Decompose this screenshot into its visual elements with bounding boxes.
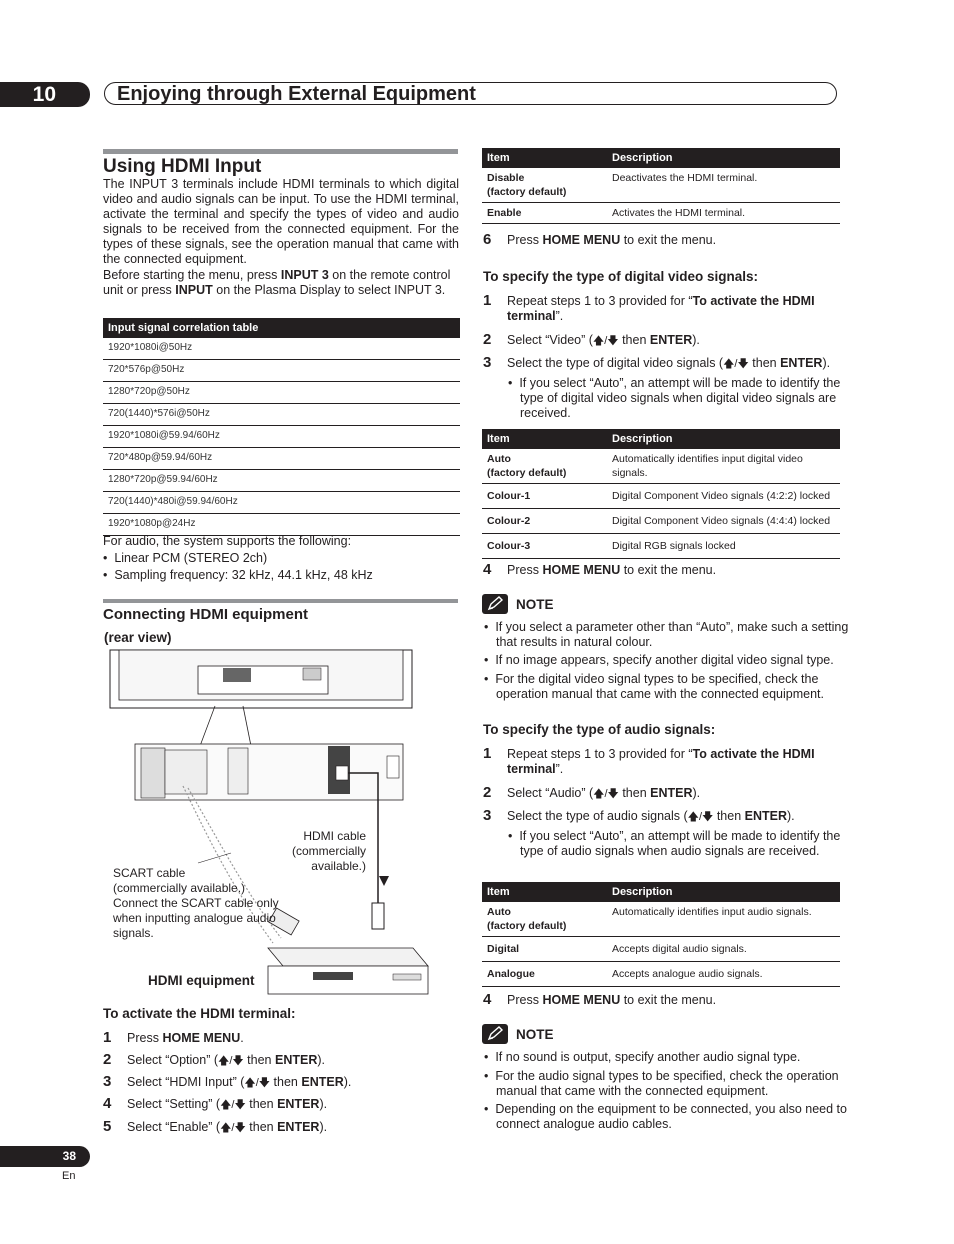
- note-bullet: • For the digital video signal types to be specified, check the operation manual that came with the connected equipment.: [484, 672, 824, 701]
- video-step-1: 1 Repeat steps 1 to 3 provided for “To activate the HDMI terminal”.: [483, 292, 815, 323]
- language-label: En: [62, 1170, 76, 1182]
- rear-view-label: (rear view): [104, 630, 172, 645]
- table-row: 720*576p@50Hz: [103, 360, 460, 382]
- table-row: Colour-1 Digital Component Video signals (4:2:2) locked: [482, 484, 840, 509]
- table-row: Analogue Accepts analogue audio signals.: [482, 962, 840, 987]
- table-header: Input signal correlation table: [103, 318, 460, 338]
- up-down-arrow-icon: 🡅/🡇: [687, 811, 714, 823]
- note-bullet: • For the audio signal types to be specified, check the operation manual that came with the connected equipment.: [484, 1069, 839, 1098]
- up-down-arrow-icon: 🡅/🡇: [592, 335, 619, 347]
- input-signal-table: [103, 318, 460, 536]
- table-row: 720(1440)*480i@59.94/60Hz: [103, 492, 460, 514]
- up-down-arrow-icon: 🡅/🡇: [723, 358, 749, 370]
- section-rule: [103, 599, 458, 603]
- activate-title: To activate the HDMI terminal:: [103, 1006, 296, 1021]
- table-row: 1920*1080i@59.94/60Hz: [103, 426, 460, 448]
- table-row: Auto (factory default) Automatically identifies input audio signals.: [482, 902, 840, 937]
- table-row: 720*480p@59.94/60Hz: [103, 448, 460, 470]
- note-bullet: • If you select a parameter other than “Auto”, make such a setting that results in natural colour.: [484, 620, 849, 649]
- table-row: 1920*1080i@50Hz: [103, 338, 460, 360]
- step-6: 6 Press HOME MENU to exit the menu.: [483, 231, 717, 248]
- note-pencil-icon: [482, 594, 508, 614]
- audio-bullet: • If you select “Auto”, an attempt will be made to identify the type of audio signals when audio signals are received.: [508, 829, 841, 858]
- page-number: 38: [62, 1149, 76, 1163]
- up-down-arrow-icon: 🡅/🡇: [593, 788, 619, 800]
- page-number-tab: [0, 1146, 90, 1167]
- video-step-3: 3 Select the type of digital video signals (🡅/🡇 then ENTER).: [483, 354, 831, 371]
- audio-signal-table: Item Description Auto (factory default) Automatically identifies input audio signals. Digital Accepts digital audio signals. Analogue Accepts analogue audio signals.: [482, 882, 840, 987]
- table-row: Enable Activates the HDMI terminal.: [482, 203, 840, 224]
- connecting-title: Connecting HDMI equipment: [103, 606, 308, 623]
- up-down-arrow-icon: 🡅/🡇: [244, 1077, 271, 1089]
- audio-bullet: • Linear PCM (STEREO 2ch): [103, 551, 268, 565]
- table-row: 1920*1080p@24Hz: [103, 514, 460, 536]
- audio-step-2: 2 Select “Audio” (🡅/🡇 then ENTER).: [483, 784, 701, 801]
- before-start-paragraph: Before starting the menu, press INPUT 3 on the remote control unit or press INPUT on the Plasma Display to select INPUT 3.: [103, 268, 451, 297]
- up-down-arrow-icon: 🡅/🡇: [218, 1055, 244, 1067]
- note-bullet: • If no image appears, specify another digital video signal type.: [484, 653, 834, 667]
- audio-title: To specify the type of audio signals:: [483, 722, 716, 737]
- intro-paragraph: The INPUT 3 terminals include HDMI terminals to which digital video and audio signals can be input. To use the HDMI terminal, activate the terminal and specify the types of video and audio signals to be received from the connected equipment. For the types of these signals, see the operation manual that came with the connected equipment.: [103, 177, 459, 266]
- note-title: NOTE: [516, 597, 554, 612]
- note-bullet: • If no sound is output, specify another audio signal type.: [484, 1050, 801, 1064]
- table-row: Disable (factory default) Deactivates the HDMI terminal.: [482, 168, 840, 203]
- table-row: Digital Accepts digital audio signals.: [482, 937, 840, 962]
- table-row: Auto (factory default) Automatically identifies input digital video signals.: [482, 449, 840, 484]
- section-rule: [103, 149, 458, 154]
- up-down-arrow-icon: 🡅/🡇: [220, 1099, 246, 1111]
- hdmi-cable-label: HDMI cable (commercially available.): [291, 829, 366, 873]
- activate-step-1: 1 Press HOME MENU.: [103, 1029, 244, 1046]
- hdmi-setting-table: Item Description Disable (factory default) Deactivates the HDMI terminal. Enable Activates the HDMI terminal.: [482, 148, 840, 224]
- chapter-number-tab: [0, 82, 90, 107]
- video-step-2: 2 Select “Video” (🡅/🡇 then ENTER).: [483, 331, 700, 348]
- hdmi-equipment-label: HDMI equipment: [148, 973, 255, 988]
- audio-intro: For audio, the system supports the following:: [103, 534, 352, 548]
- table-row: 1280*720p@59.94/60Hz: [103, 470, 460, 492]
- activate-step-4: 4 Select “Setting” (🡅/🡇 then ENTER).: [103, 1095, 328, 1112]
- scart-cable-label: SCART cable (commercially available.) Connect the SCART cable only when inputting analogue audio signals.: [113, 866, 279, 940]
- video-signal-table: Item Description Auto (factory default) Automatically identifies input digital video signals. Colour-1 Digital Component Video signals (4:2:2) locked Colour-2 Digital Component Video signals (4:4:4) locked Colour-3 Digital RGB signals locked: [482, 429, 840, 559]
- audio-bullet: • Sampling frequency: 32 kHz, 44.1 kHz, 48 kHz: [103, 568, 373, 582]
- chapter-title: Enjoying through External Equipment: [104, 82, 837, 105]
- chapter-number: 10: [32, 83, 56, 106]
- video-bullet: • If you select “Auto”, an attempt will be made to identify the type of digital video signals when digital video signals are received.: [508, 376, 841, 420]
- audio-step-4: 4 Press HOME MENU to exit the menu.: [483, 991, 717, 1008]
- activate-step-3: 3 Select “HDMI Input” (🡅/🡇 then ENTER).: [103, 1073, 352, 1090]
- audio-step-1: 1 Repeat steps 1 to 3 provided for “To activate the HDMI terminal”.: [483, 745, 815, 776]
- note-title: NOTE: [516, 1027, 554, 1042]
- audio-step-3: 3 Select the type of audio signals (🡅/🡇 then ENTER).: [483, 807, 795, 824]
- video-title: To specify the type of digital video signals:: [483, 269, 759, 284]
- up-down-arrow-icon: 🡅/🡇: [220, 1122, 246, 1134]
- note-pencil-icon: [482, 1024, 508, 1044]
- video-step-4: 4 Press HOME MENU to exit the menu.: [483, 561, 717, 578]
- activate-step-5: 5 Select “Enable” (🡅/🡇 then ENTER).: [103, 1118, 328, 1135]
- note-bullet: • Depending on the equipment to be connected, you also need to connect analogue audio cables.: [484, 1102, 847, 1131]
- table-row: Colour-2 Digital Component Video signals (4:4:4) locked: [482, 509, 840, 534]
- table-row: 720(1440)*576i@50Hz: [103, 404, 460, 426]
- table-row: 1280*720p@50Hz: [103, 382, 460, 404]
- table-row: Colour-3 Digital RGB signals locked: [482, 534, 840, 559]
- section-title: Using HDMI Input: [103, 156, 262, 177]
- activate-step-2: 2 Select “Option” (🡅/🡇 then ENTER).: [103, 1051, 325, 1068]
- connection-diagram: [103, 648, 443, 998]
